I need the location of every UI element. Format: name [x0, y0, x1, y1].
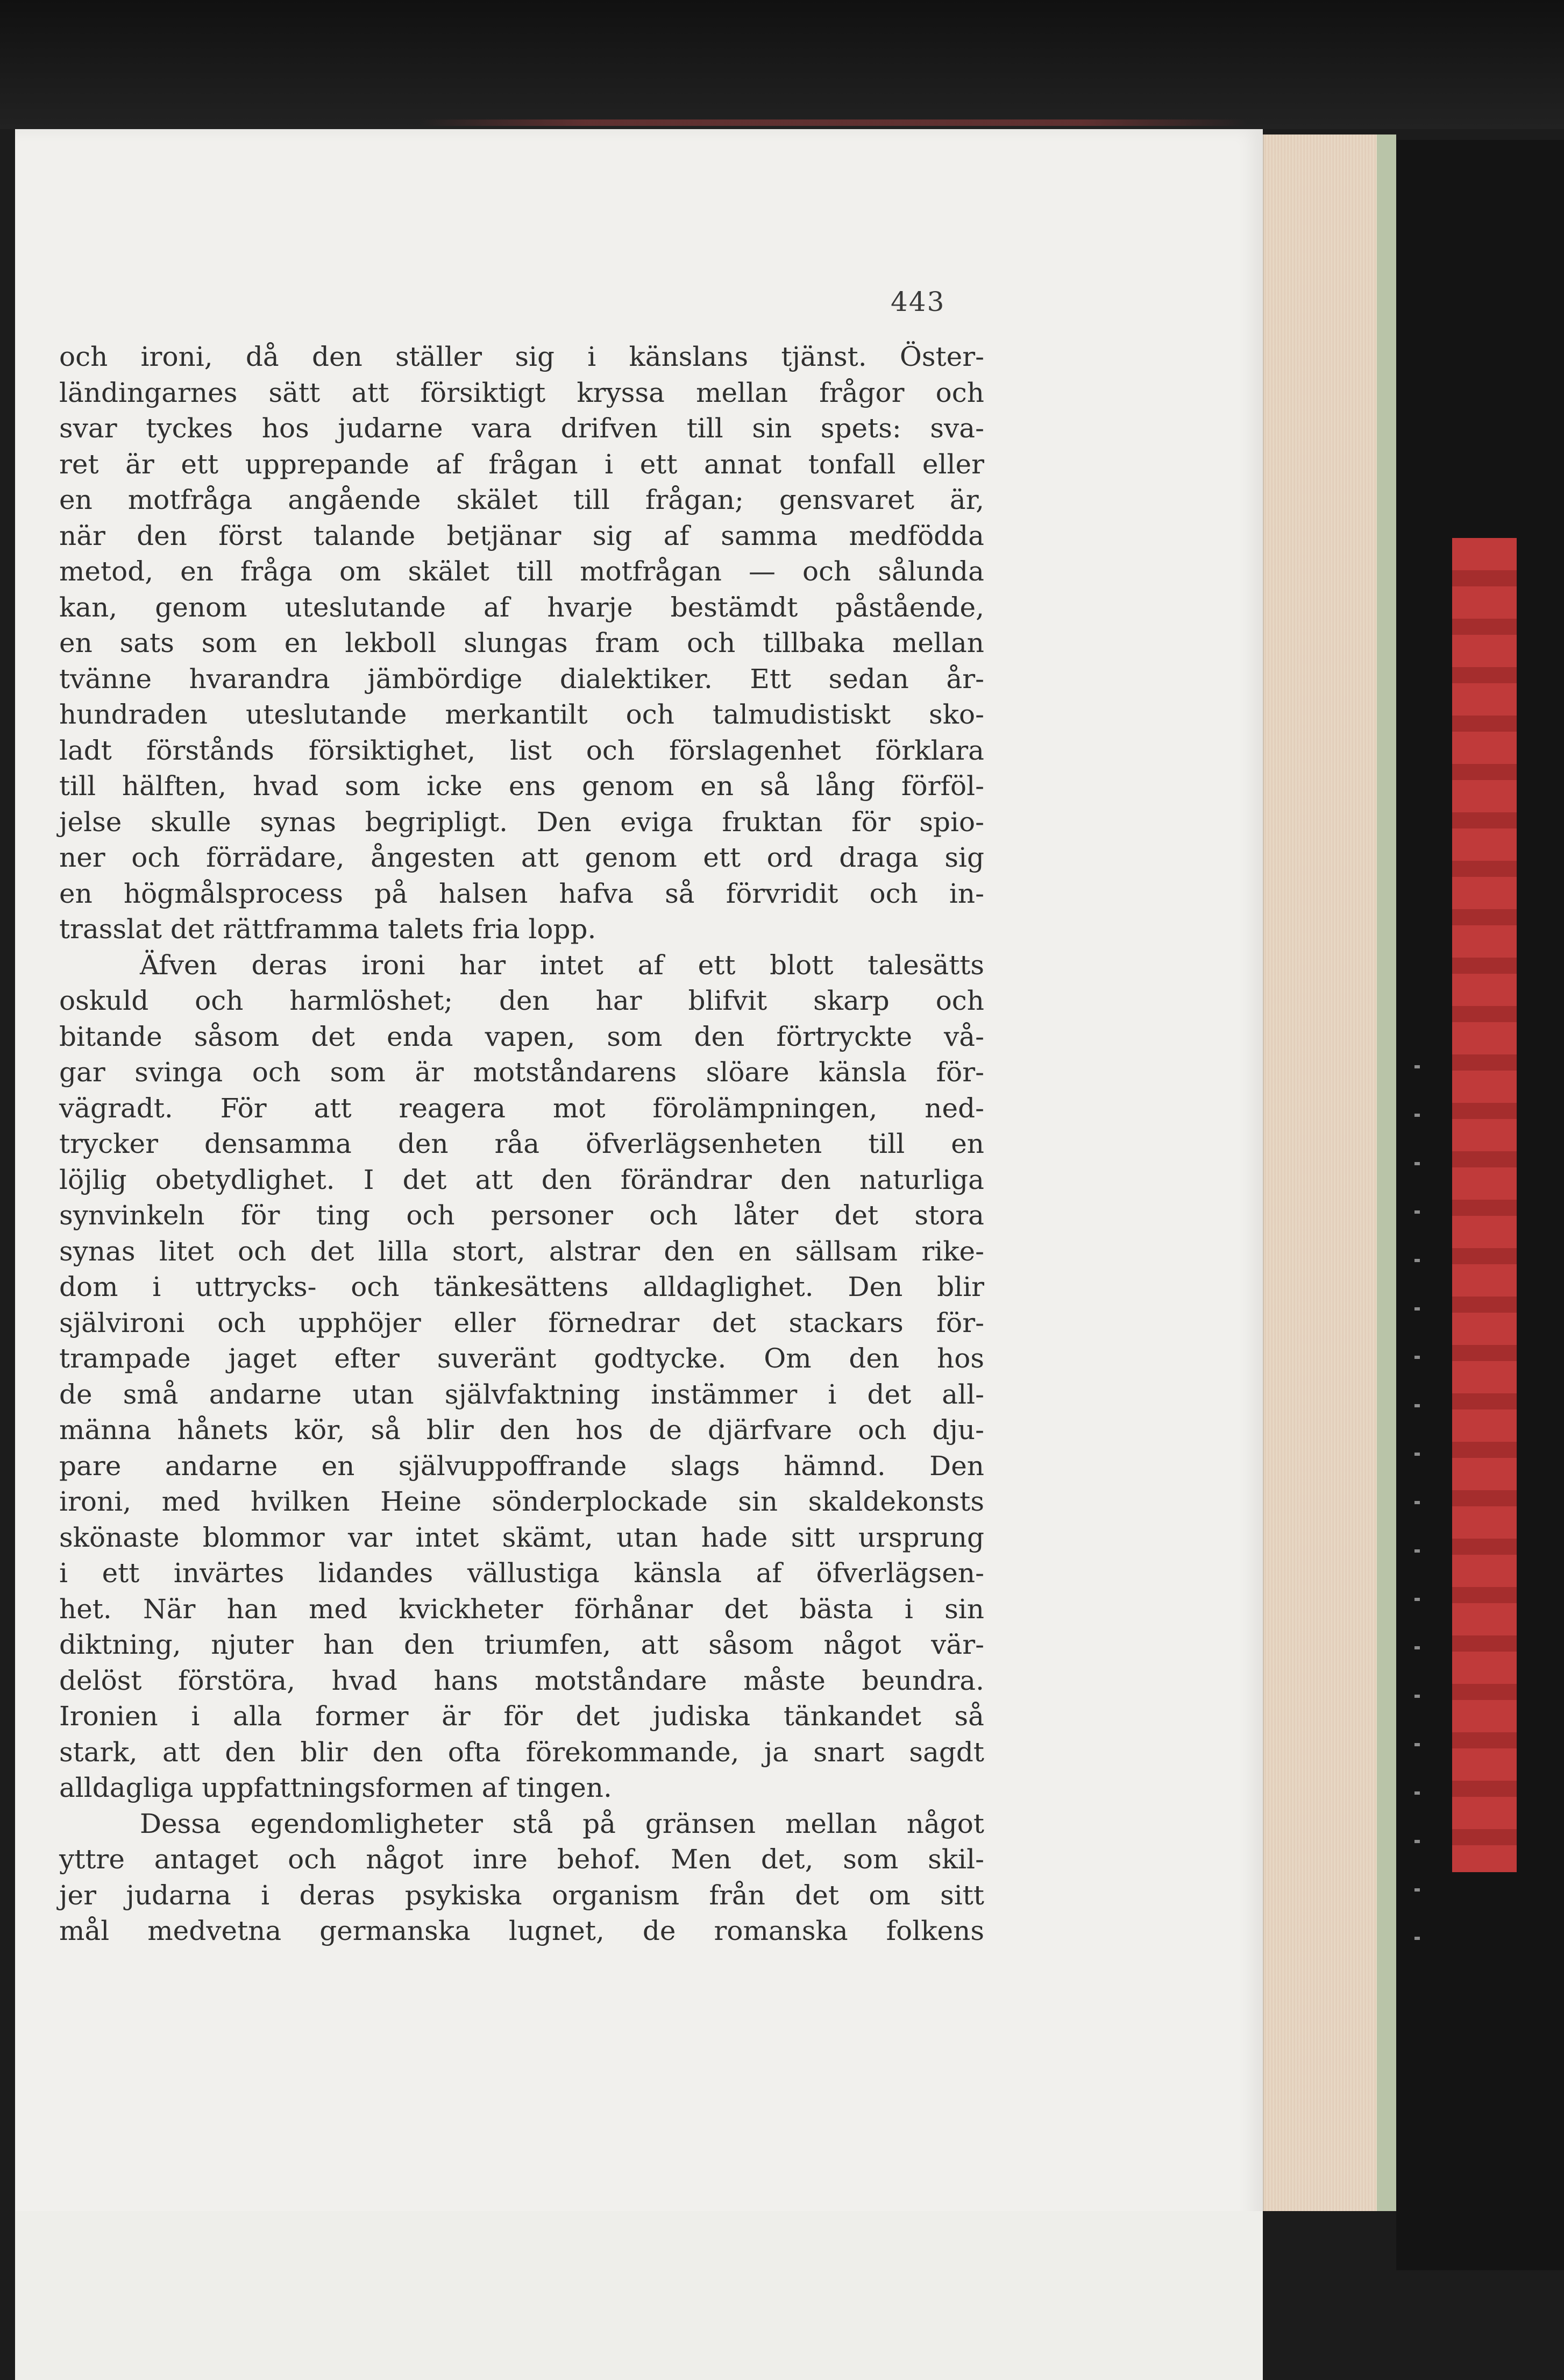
spine-dots — [1414, 1065, 1420, 1980]
text-line: när den först talande betjänar sig af samma medfödda — [59, 520, 984, 551]
scan-background-top — [0, 0, 1564, 129]
text-line: männa hånets kör, så blir den hos de djärfvare och dju- — [59, 1414, 984, 1446]
spine-decoration — [1452, 538, 1517, 1872]
text-line: ret är ett upprepande af frågan i ett annat tonfall eller — [59, 448, 984, 480]
text-line: vägradt. För att reagera mot förolämpningen, ned- — [59, 1092, 984, 1124]
text-line: kan, genom uteslutande af hvarje bestämdt påstående, — [59, 591, 984, 623]
text-line: delöst förstöra, hvad hans motståndare måste beundra. — [59, 1664, 984, 1696]
text-line: metod, en fråga om skälet till motfrågan — och sålunda — [59, 556, 984, 587]
text-line: en motfråga angående skälet till frågan; gensvaret är, — [59, 484, 984, 515]
text-line: hundraden uteslutande merkantilt och talmudistiskt sko- — [59, 699, 984, 730]
text-line: het. När han med kvickheter förhånar det bästa i sin — [59, 1593, 984, 1625]
text-line: svar tyckes hos judarne vara drifven till sin spets: sva- — [59, 413, 984, 444]
text-line: trasslat det rättframma talets fria lopp. — [59, 913, 596, 945]
page-number: 443 — [891, 286, 945, 317]
text-line: en högmålsprocess på halsen hafva så förvridit och in- — [59, 877, 984, 909]
text-line: dom i uttrycks- och tänkesättens alldaglighet. Den blir — [59, 1271, 984, 1302]
text-line: trampade jaget efter suveränt godtycke. Om den hos — [59, 1343, 984, 1374]
text-line: ländingarnes sätt att försiktigt kryssa mellan frågor och — [59, 377, 984, 408]
text-line: synvinkeln för ting och personer och låter det stora — [59, 1200, 984, 1231]
text-line: ladt förstånds försiktighet, list och förslagenhet förklara — [59, 734, 984, 766]
text-line: Ironien i alla former är för det judiska tänkandet så — [59, 1701, 984, 1732]
text-line: synas litet och det lilla stort, alstrar den en sällsam rike- — [59, 1235, 984, 1267]
text-line: alldagliga uppfattningsformen af tingen. — [59, 1772, 612, 1803]
text-line: Äfven deras ironi har intet af ett blott talesätts — [140, 949, 984, 981]
page-edges-tint — [1377, 134, 1396, 2211]
text-line: trycker densamma den råa öfverlägsenheten till en — [59, 1128, 984, 1159]
book-cover-edge-top — [420, 119, 1248, 126]
text-line: löjlig obetydlighet. I det att den förändrar den naturliga — [59, 1164, 984, 1195]
text-line: självironi och upphöjer eller förnedrar det stackars för- — [59, 1307, 984, 1338]
page-bottom — [15, 2211, 1263, 2380]
text-line: gar svinga och som är motståndarens slöare känsla för- — [59, 1057, 984, 1088]
text-line: mål medvetna germanska lugnet, de romanska folkens — [59, 1915, 984, 1946]
text-line: bitande såsom det enda vapen, som den förtryckte vå- — [59, 1021, 984, 1052]
text-line: skönaste blommor var intet skämt, utan hade sitt ursprung — [59, 1521, 984, 1553]
text-line: jer judarna i deras psykiska organism från det om sitt — [59, 1879, 984, 1911]
text-line: de små andarne utan självfaktning instämmer i det all- — [59, 1378, 984, 1410]
text-line: ner och förrädare, ångesten att genom ett ord draga sig — [59, 842, 984, 873]
text-line: stark, att den blir den ofta förekommande, ja snart sagdt — [59, 1736, 984, 1768]
text-line: till hälften, hvad som icke ens genom en så lång förföl- — [59, 770, 984, 802]
text-line: och ironi, då den ställer sig i känslans tjänst. Öster- — [59, 341, 984, 372]
text-line: ironi, med hvilken Heine sönderplockade sin skaldekonsts — [59, 1486, 984, 1517]
page-edges — [1263, 134, 1388, 2211]
text-line: Dessa egendomligheter stå på gränsen mellan något — [140, 1808, 984, 1839]
text-line: oskuld och harmlöshet; den har blifvit skarp och — [59, 985, 984, 1016]
text-line: jelse skulle synas begripligt. Den eviga fruktan för spio- — [59, 806, 984, 838]
text-line: pare andarne en självuppoffrande slags hämnd. Den — [59, 1450, 984, 1482]
text-line: yttre antaget och något inre behof. Men det, som skil- — [59, 1844, 984, 1875]
body-text — [59, 339, 984, 1949]
text-line: i ett invärtes lidandes vällustiga känsla af öfverlägsen- — [59, 1557, 984, 1589]
text-line: diktning, njuter han den triumfen, att såsom något vär- — [59, 1629, 984, 1660]
text-line: en sats som en lekboll slungas fram och tillbaka mellan — [59, 627, 984, 658]
text-line: tvänne hvarandra jämbördige dialektiker. Ett sedan år- — [59, 663, 984, 695]
